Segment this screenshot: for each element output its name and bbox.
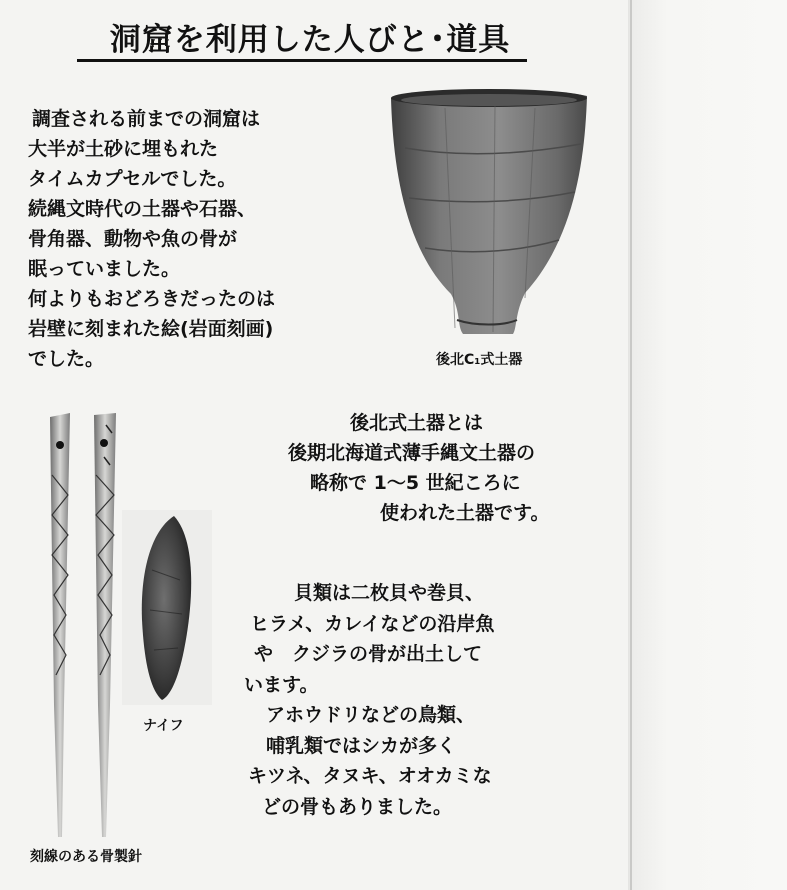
- intro-line: タイムカプセルでした。: [28, 168, 237, 190]
- shells-line: や クジラの骨が出土して: [254, 643, 483, 665]
- kohoku-line: 後北式土器とは: [350, 412, 484, 434]
- page-title: 洞窟を利用した人びと･道具: [109, 22, 511, 58]
- shells-line: 貝類は二枚貝や巻貝、: [294, 582, 485, 604]
- intro-line: でした。: [28, 348, 105, 370]
- kohoku-line: 使われた土器です。: [380, 502, 550, 524]
- page-edge-shadow: [628, 0, 787, 890]
- intro-line: 岩壁に刻まれた絵(岩面刻画): [28, 318, 274, 340]
- kohoku-description: [280, 408, 620, 528]
- pottery-photo: [385, 88, 593, 340]
- stone-knife-photo: [122, 510, 212, 705]
- intro-line: 眠っていました。: [28, 258, 181, 280]
- title-underline: [77, 59, 527, 62]
- kohoku-line: 略称で 1～5 世紀ころに: [310, 472, 521, 494]
- intro-line: 骨角器、動物や魚の骨が: [28, 228, 238, 250]
- shells-line: 哺乳類ではシカが多く: [266, 734, 457, 757]
- shells-line: どの骨もありました。: [262, 795, 453, 818]
- needle-caption: 刻線のある骨製針: [30, 849, 142, 865]
- shells-line: アホウドリなどの鳥類、: [266, 704, 476, 726]
- knife-caption: ナイフ: [143, 718, 184, 734]
- shells-paragraph: [244, 578, 624, 822]
- shells-line: います。: [244, 673, 319, 696]
- intro-line: 何よりもおどろきだったのは: [28, 288, 276, 310]
- intro-line: 大半が土砂に埋もれた: [28, 138, 219, 160]
- shells-line: キツネ、タヌキ、オオカミな: [248, 765, 492, 787]
- page-fold-line: [630, 0, 632, 890]
- kohoku-line: 後期北海道式薄手縄文土器の: [288, 442, 536, 464]
- intro-line: 調査される前までの洞窟は: [32, 108, 261, 130]
- pottery-caption: 後北C₁式土器: [436, 352, 523, 368]
- shells-line: ヒラメ、カレイなどの沿岸魚: [250, 612, 495, 635]
- intro-paragraph: [28, 104, 358, 374]
- intro-line: 続縄文時代の土器や石器、: [28, 198, 257, 220]
